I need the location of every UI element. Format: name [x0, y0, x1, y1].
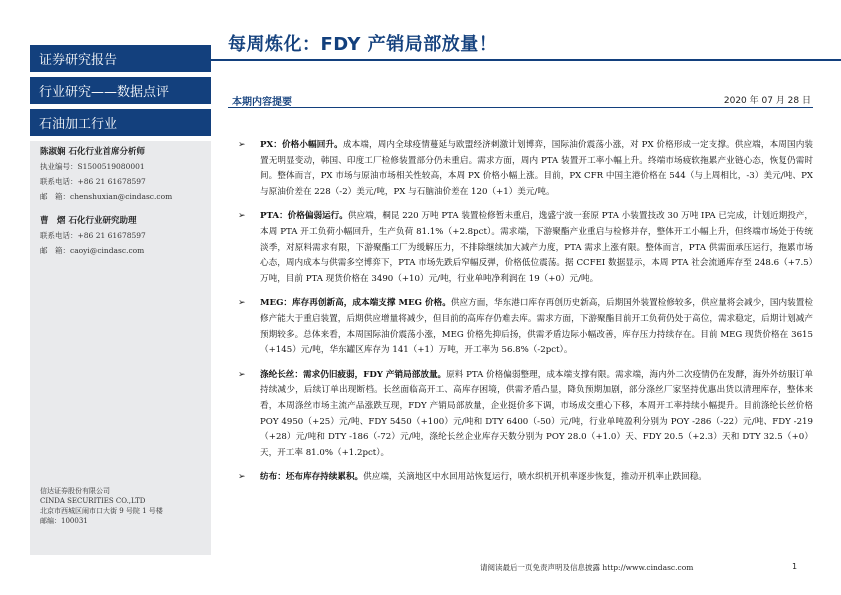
analyst-1-name: 陈淑娴 — [40, 147, 66, 157]
title-divider — [211, 59, 841, 61]
bullet-pta — [228, 209, 813, 287]
bullet-text: 原料 PTA 价格偏弱整理，成本端支撑有限。需求端，海内外二次疫情仍在发酵，海外外纺服订单持续减少，后续订单出现断档。长丝面临高开工、高库存困境，供需矛盾凸显，降负预期加剧，部分涤丝厂家坚持优惠出货以清理库存，整体来看，本周涤丝市场主流产品涨跌互现，FDY 产销局部放量，企业挺价多下调，市场成交重心下移，本周开工率持续小幅提升。目前涤纶长丝价格 POY 4950（+25）元/吨、FDY 5450（+100）元/吨和 DTY 6400（-50）元/吨，行业单吨盈利分别为 POY -286（-22）元/吨、FDY -219（+28）元/吨和 DTY -186（-72）元/吨，涤纶长丝企业库存天数分别为 POY 28.0（+1.0）天、FDY 20.5（+2.3）天和 DTY 32.5（+0）天，开工率 81.0%（+1.2pct）。 — [260, 369, 813, 458]
disclaimer-note[interactable]: 请阅读最后一页免责声明及信息披露 http://www.cindasc.com — [480, 563, 694, 572]
bullet-lead: PX：价格小幅回升。 — [260, 140, 343, 150]
bullet-lead: PTA：价格偏弱运行。 — [260, 211, 348, 222]
analyst-2-title: 石化行业研究助理 — [68, 216, 137, 226]
company-postcode: 邮编：100031 — [40, 517, 88, 525]
analyst-2-name: 曹 熠 — [40, 216, 66, 226]
arrow-bullet-icon: ➢ — [238, 211, 246, 222]
page-number: 1 — [792, 562, 798, 571]
bullet-fabric — [228, 470, 813, 486]
arrow-bullet-icon: ➢ — [238, 298, 246, 309]
analyst-1-phone: 联系电话：+86 21 61678597 — [40, 177, 146, 186]
analyst-2-email[interactable]: 邮 箱：caoyi@cindasc.com — [40, 246, 145, 255]
analyst-2-phone: 联系电话：+86 21 61678597 — [40, 231, 146, 240]
report-date: 2020 年 07 月 28 日 — [723, 96, 811, 106]
bullet-px — [228, 138, 813, 200]
analyst-1 — [40, 145, 172, 202]
page-title: 每周炼化：FDY 产销局部放量！ — [228, 34, 498, 55]
sidebar — [0, 0, 211, 595]
bullet-polyester-filament — [228, 368, 813, 462]
bullet-meg — [228, 296, 813, 358]
bullet-lead: 涤纶长丝：需求仍旧疲弱，FDY 产销局部放量。 — [260, 369, 447, 380]
analyst-1-title: 石化行业首席分析师 — [68, 147, 146, 157]
bullet-lead: MEG：库存再创新高，成本端支撑 MEG 价格。 — [260, 298, 451, 309]
company-address: 北京市西城区闹市口大街 9 号院 1 号楼 — [40, 507, 163, 515]
analyst-2 — [40, 214, 146, 256]
bullet-text: 供应端，桐昆 220 万吨 PTA 装置检修暂未重启，逸盛宁波一套原 PTA 小装置技改 30 万吨 IPA 已完成，计划近期投产，本周 PTA 开工负荷小幅回升，生产负荷 81.1%（+2.8pct）。需求端，下游聚酯产业重启与检修并存，整体开工小幅上升，但终端市场处于传统淡季，对原料需求有限，下游聚酯工厂为缓解压力，不排除继续加大减产力度，PTA 需求上涨有限。整体而言，PTA 供需面承压运行，拖累市场心态，周内成本与供需多空博弈下，PTA 市场先跌后窄幅反弹，价格低位震荡。据 CCFEI 数据显示，本周 PTA 社会流通库存至 248.6（+7.5）万吨，目前 PTA 现货价格在 3490（+10）元/吨，行业单吨净利润在 19（+0）元/吨。 — [260, 211, 813, 284]
bullet-text: 供应方面，华东港口库存再创历史新高，后期国外装置检修较多，供应量将会减少，国内装置检修产能大于重启装置，后期供应增量将减少，但目前的高库存仍难去库。需求方面，下游聚酯目前开工负荷仍处于高位，需求稳定，后期计划减产预期较多。总体来看，本周国际油价震荡小涨，MEG 价格先抑后扬，供需矛盾边际小幅改善，库存压力持续存在。目前 MEG 现货价格在 3615（+145）元/吨，华东罐区库存为 141（+1）万吨，开工率为 56.8%（-2pct）。 — [260, 298, 813, 356]
arrow-bullet-icon: ➢ — [238, 369, 246, 380]
company-info — [40, 486, 163, 526]
summary-content — [228, 138, 813, 486]
bullet-lead: 纺布：坯布库存持续累积。 — [260, 472, 364, 483]
arrow-bullet-icon: ➢ — [238, 472, 246, 483]
arrow-bullet-icon: ➢ — [238, 140, 246, 150]
company-cn-name: 信达证券股份有限公司 — [40, 487, 110, 495]
analyst-1-email[interactable]: 邮 箱：chenshuxian@cindasc.com — [40, 192, 173, 201]
industry-band: 石油加工行业 — [30, 109, 211, 136]
company-en-name: CINDA SECURITIES CO.,LTD — [40, 497, 146, 505]
report-type-band: 证券研究报告 — [30, 45, 211, 72]
analyst-1-license: 执业编号：S1500519080001 — [40, 162, 145, 171]
summary-header — [228, 90, 813, 108]
bullet-text: 供应端，关滴地区中水回用站恢复运行，喷水织机开机率逐步恢复，推动开机率止跌回稳。 — [363, 472, 707, 483]
report-category-band: 行业研究——数据点评 — [30, 77, 211, 104]
summary-label: 本期内容提要 — [232, 97, 292, 108]
bullet-text: 成本端，周内全球疫情蔓延与欧盟经济刺激计划博弈，国际油价震荡小涨，对 PX 价格形成一定支撑。供应端，本周国内装置无明显变动，韩国、印度工厂检修装置部分仍未重启。需求方面，周内 PTA 装置开工率小幅上升。终端市场疲软拖累产业链心态，恢复仍需时间。整体而言，PX 市场与原油市场相关性较高，本周 PX 价格小幅上涨。目前，PX CFR 中国主港价格在 544（与上周相比，-3）美元/吨、PX 与原油价差在 228（-2）美元/吨，PX 与石脑油价差在 120（+1）美元/吨。 — [260, 140, 813, 197]
